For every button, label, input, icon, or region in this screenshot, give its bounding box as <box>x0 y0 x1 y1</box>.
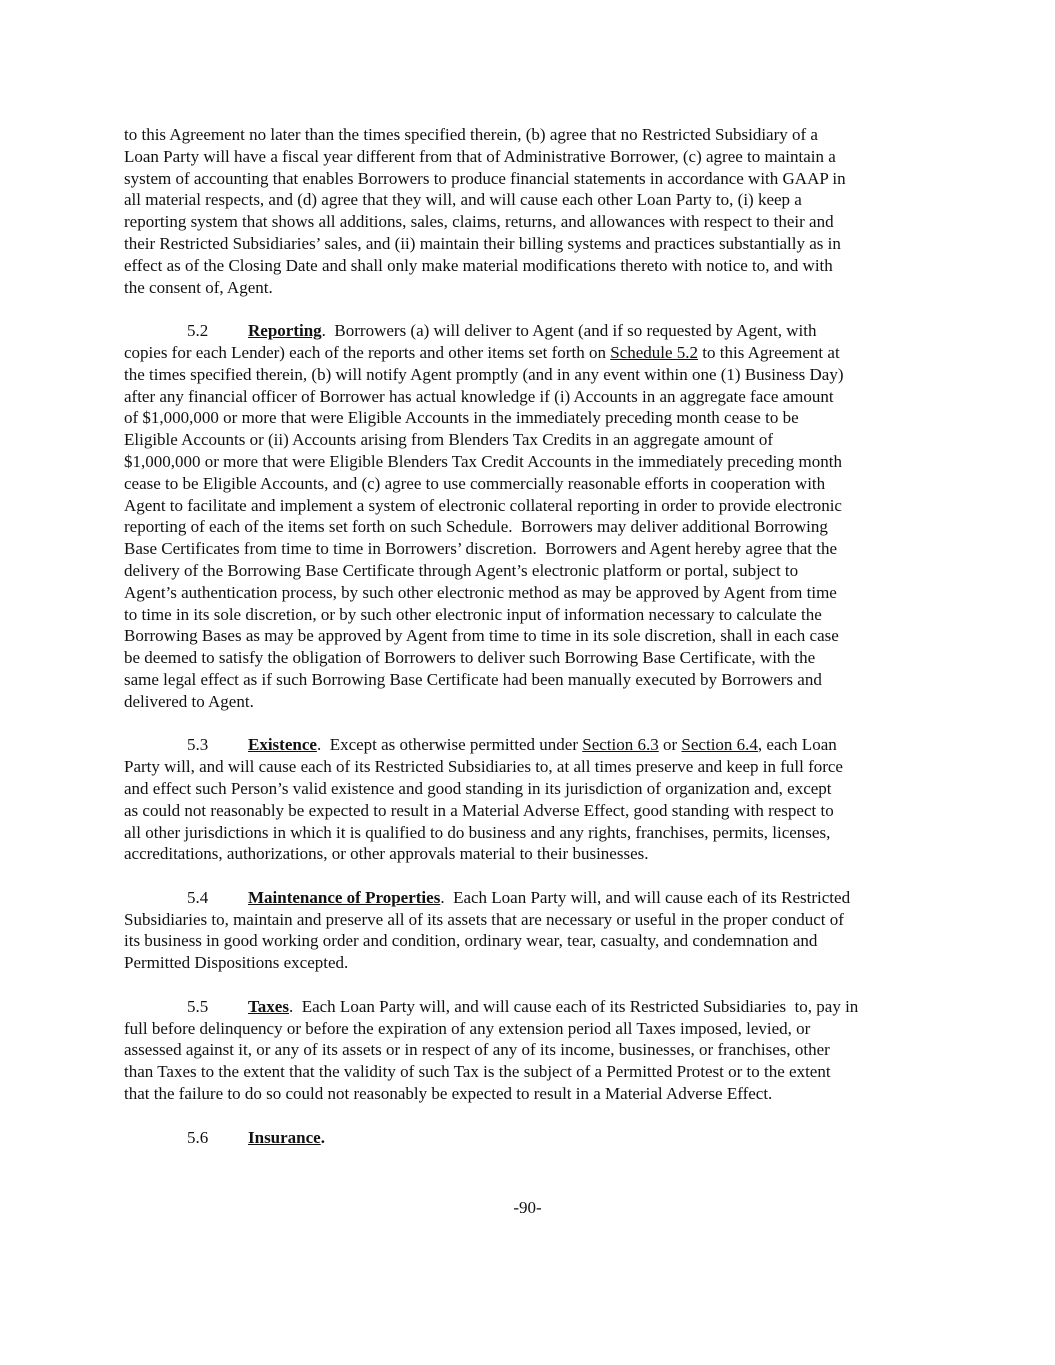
text-segment: Each Loan Party will, and will cause each of its Restricted Subsidiaries to, pay in <box>293 996 859 1016</box>
text-line <box>124 1039 944 1061</box>
section-number: 5.2 <box>187 321 209 341</box>
text-segment: $1,000,000 or more that were Eligible Blenders Tax Credit Accounts in the immediately preceding month <box>124 451 842 471</box>
text-segment: Agent to facilitate and implement a system of electronic collateral reporting in order to provide electronic <box>124 495 842 515</box>
text-segment: after any financial officer of Borrower has actual knowledge if (i) Accounts in an aggregate face amount <box>124 386 834 406</box>
text-line: Loan Party will have a fiscal year different from that of Administrative Borrower, (c) agree to maintain a <box>124 146 836 166</box>
text-segment: accreditations, authorizations, or other approvals material to their businesses. <box>124 844 649 864</box>
text-line <box>124 407 944 429</box>
text-line <box>124 647 944 669</box>
text-line <box>124 930 944 952</box>
section-title: Taxes <box>248 996 289 1016</box>
text-segment: same legal effect as if such Borrowing Base Certificate had been manually executed by Borrowers and <box>124 669 822 689</box>
cross-reference-link[interactable]: Section 6.4 <box>681 735 758 755</box>
section-5-5 <box>124 996 944 1105</box>
text-segment: reporting of each of the items set forth on such Schedule. Borrowers may deliver additional Borrowing <box>124 517 828 537</box>
text-segment: delivery of the Borrowing Base Certificate through Agent’s electronic platform or portal, subject to <box>124 560 799 580</box>
text-line <box>124 996 944 1018</box>
text-segment: cease to be Eligible Accounts, and (c) agree to use commercially reasonable efforts in cooperation with <box>124 473 826 493</box>
section-title: Reporting <box>248 321 322 341</box>
text-line <box>124 734 944 756</box>
text-line <box>124 887 944 909</box>
text-line <box>124 691 944 713</box>
title-punctuation: . <box>321 321 326 341</box>
title-punctuation: . <box>288 996 294 1016</box>
text-line <box>124 909 944 931</box>
text-segment: to time in its sole discretion, or by such other electronic input of information necessary to calculate the <box>124 604 822 624</box>
text-segment: delivered to Agent. <box>124 691 254 711</box>
text-line <box>124 843 944 865</box>
text-segment: be deemed to satisfy the obligation of Borrowers to deliver such Borrowing Base Certificate, with the <box>124 648 816 668</box>
text-segment: Agent’s authentication process, by such other electronic method as may be approved by Agent from time <box>124 582 837 602</box>
text-segment: or <box>658 735 682 755</box>
text-line <box>124 1018 944 1040</box>
text-line <box>124 364 944 386</box>
text-line: reporting system that shows all additions, sales, claims, returns, and allowances with respect to their and <box>124 212 834 232</box>
title-punctuation: . <box>440 887 445 907</box>
text-line <box>124 429 944 451</box>
section-title: Maintenance of Properties <box>248 887 441 907</box>
cross-reference-link[interactable]: Schedule 5.2 <box>610 342 699 362</box>
text-segment: that the failure to do so could not reasonably be expected to result in a Material Adverse Effect. <box>124 1084 773 1104</box>
text-line <box>124 386 944 408</box>
text-segment: its business in good working order and condition, ordinary wear, tear, casualty, and condemnation and <box>124 931 818 951</box>
text-line <box>124 342 944 364</box>
text-line <box>124 320 944 342</box>
text-segment: the times specified therein, (b) will notify Agent promptly (and in any event within one (1) Business Day) <box>124 364 844 384</box>
section-number: 5.4 <box>187 887 209 907</box>
text-line <box>124 1083 944 1105</box>
text-line <box>124 495 944 517</box>
text-segment: as could not reasonably be expected to result in a Material Adverse Effect, good standing with respect to <box>124 800 834 820</box>
text-line: to this Agreement no later than the times specified therein, (b) agree that no Restricted Subsidiary of a <box>124 125 818 144</box>
text-segment: Party will, and will cause each of its Restricted Subsidiaries to, at all times preserve and keep in full force <box>124 757 843 777</box>
section-5-6 <box>124 1127 944 1149</box>
text-segment: Borrowers (a) will deliver to Agent (and if so requested by Agent, with <box>325 321 817 341</box>
text-segment: assessed against it, or any of its assets or in respect of any of its income, businesses, or franchises, other <box>124 1040 830 1060</box>
text-line <box>124 625 944 647</box>
text-segment: full before delinquency or before the expiration of any extension period all Taxes imposed, levied, or <box>124 1018 811 1038</box>
title-punctuation: . <box>316 735 322 755</box>
text-segment: all other jurisdictions in which it is qualified to do business and any rights, franchises, permits, licenses, <box>124 822 831 842</box>
cross-reference-link[interactable]: Section 6.3 <box>582 735 659 755</box>
text-line: their Restricted Subsidiaries’ sales, and (ii) maintain their billing systems and practices substantially as in <box>124 233 841 253</box>
text-line <box>124 604 944 626</box>
section-number: 5.6 <box>187 1127 209 1147</box>
text-line <box>124 1127 944 1149</box>
text-line <box>124 582 944 604</box>
section-title: Insurance <box>248 1127 321 1147</box>
text-line <box>124 451 944 473</box>
text-line: system of accounting that enables Borrowers to produce financial statements in accordance with GAAP in <box>124 168 846 188</box>
section-number: 5.5 <box>187 996 209 1016</box>
text-segment: of $1,000,000 or more that were Eligible Accounts in the immediately preceding month cease to be <box>124 408 799 428</box>
text-line <box>124 800 944 822</box>
text-line: effect as of the Closing Date and shall only make material modifications thereto with notice to, and with <box>124 255 833 275</box>
text-segment: to this Agreement at <box>698 342 840 362</box>
text-line: all material respects, and (d) agree that they will, and will cause each other Loan Party to, (i) keep a <box>124 190 802 210</box>
text-line <box>124 822 944 844</box>
text-line <box>124 756 944 778</box>
title-punctuation: . <box>320 1127 325 1147</box>
text-segment: , each Loan <box>757 735 837 755</box>
text-line <box>124 1061 944 1083</box>
text-line <box>124 778 944 800</box>
text-line <box>124 669 944 691</box>
text-line <box>124 952 944 974</box>
text-segment: Permitted Dispositions excepted. <box>124 953 349 973</box>
text-segment: copies for each Lender) each of the reports and other items set forth on <box>124 342 611 362</box>
section-5-3 <box>124 734 944 865</box>
text-segment: than Taxes to the extent that the validity of such Tax is the subject of a Permitted Protest or to the extent <box>124 1062 831 1082</box>
text-line: the consent of, Agent. <box>124 277 273 297</box>
text-segment: Eligible Accounts or (ii) Accounts arising from Blenders Tax Credits in an aggregate amount of <box>124 430 774 450</box>
text-line <box>124 560 944 582</box>
document-body <box>124 124 944 1170</box>
text-segment: Subsidiaries to, maintain and preserve all of its assets that are necessary or useful in the proper conduct of <box>124 909 844 929</box>
text-segment: and effect such Person’s valid existence and good standing in its jurisdiction of organization and, except <box>124 778 832 798</box>
section-5-2 <box>124 320 944 712</box>
text-segment: Base Certificates from time to time in Borrowers’ discretion. Borrowers and Agent hereby agree that the <box>124 539 837 559</box>
text-line <box>124 538 944 560</box>
text-line <box>124 473 944 495</box>
text-line <box>124 516 944 538</box>
text-segment: Except as otherwise permitted under <box>321 735 583 755</box>
text-segment: Each Loan Party will, and will cause each of its Restricted <box>444 887 851 907</box>
section-title: Existence <box>248 735 317 755</box>
section-number: 5.3 <box>187 735 209 755</box>
intro-paragraph <box>124 124 944 298</box>
section-5-4 <box>124 887 944 974</box>
text-segment: Borrowing Bases as may be approved by Agent from time to time in its sole discretion, shall in each case <box>124 626 839 646</box>
page-number: -90- <box>513 1198 542 1217</box>
